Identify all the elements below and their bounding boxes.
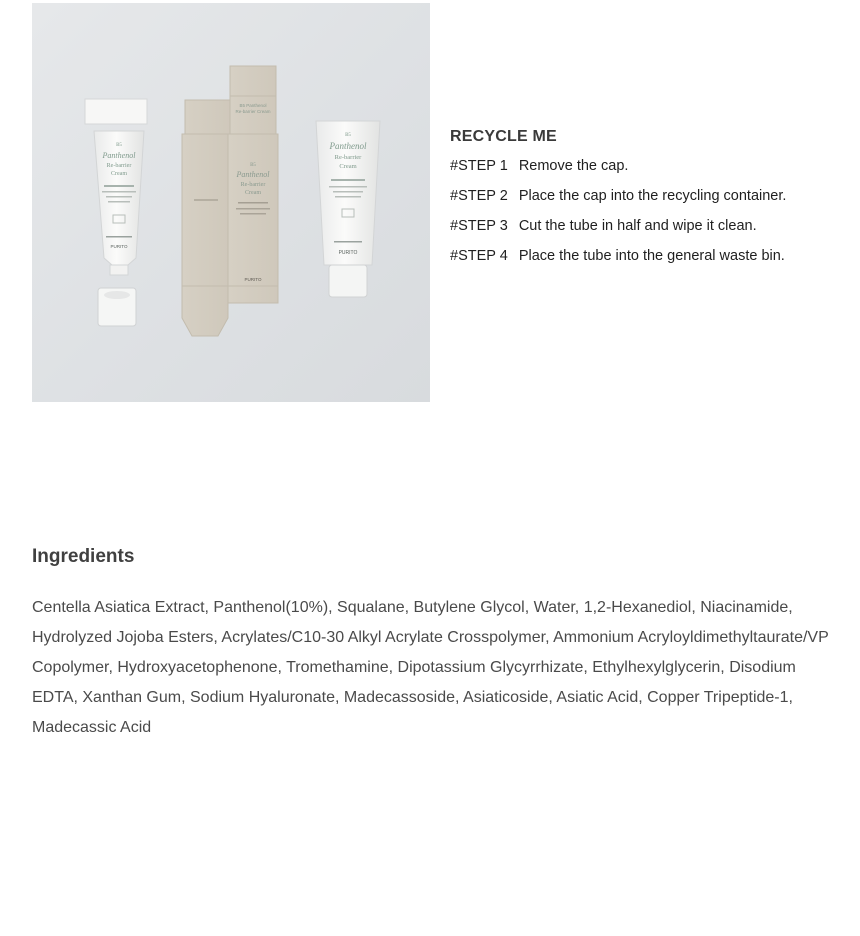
recycle-step (450, 187, 850, 217)
step-number: #STEP 4 (450, 248, 508, 264)
ingredients-title: Ingredients (32, 546, 135, 567)
recycle-step (450, 247, 850, 277)
unfolded-carton (182, 66, 278, 336)
svg-text:PURITO: PURITO (338, 250, 358, 256)
step-text: Remove the cap. (518, 158, 629, 174)
svg-text:B5: B5 (250, 163, 256, 168)
ingredients-list: Centella Asiatica Extract, Panthenol(10%), Squalane, Butylene Glycol, Water, 1,2-Hexanediol, Niacinamide, Hydrolyzed Jojoba Esters, Acrylates/C10-30 Alkyl Acrylate Crosspolymer, Ammonium Acryloyldimethyltaurate/VP Copolymer, Hydroxyacetophenone, Tromethamine, Dipotassium Glycyrrhizate, Ethylhexylglycerin, Disodium EDTA, Xanthan Gum, Sodium Hyaluronate, Madecassoside, Asiaticoside, Asiatic Acid, Copper Tripeptide-1, Madecassic Acid (32, 599, 829, 736)
recycle-section (450, 128, 850, 277)
svg-text:Cream: Cream (245, 190, 261, 196)
step-text: Place the cap into the recycling container. (518, 188, 787, 204)
right-tube (316, 121, 380, 297)
svg-text:Cream: Cream (111, 171, 127, 177)
svg-text:B5: B5 (345, 133, 351, 138)
product-photo (32, 3, 430, 402)
svg-text:Cream: Cream (339, 163, 357, 170)
left-cap (98, 288, 136, 326)
svg-text:Panthenol: Panthenol (102, 151, 136, 160)
step-number: #STEP 2 (450, 188, 508, 204)
step-text: Cut the tube in half and wipe it clean. (518, 218, 757, 234)
recycle-title: RECYCLE ME (450, 128, 557, 145)
step-text: Place the tube into the general waste bin. (518, 248, 785, 264)
tube-crimp-cap (85, 99, 147, 124)
left-tube (94, 131, 144, 275)
svg-text:Re-barrier: Re-barrier (106, 163, 132, 169)
svg-text:Re-barrier: Re-barrier (334, 154, 362, 161)
step-number: #STEP 1 (450, 158, 508, 174)
svg-text:PURITO: PURITO (110, 244, 128, 249)
svg-text:Re-barrier Cream: Re-barrier Cream (235, 109, 271, 114)
product-illustration (32, 3, 430, 402)
svg-text:B5: B5 (116, 143, 122, 148)
svg-text:Panthenol: Panthenol (329, 141, 367, 151)
svg-text:Panthenol: Panthenol (236, 170, 270, 179)
svg-text:Re-barrier: Re-barrier (240, 182, 266, 188)
recycle-step (450, 157, 850, 187)
recycle-step (450, 217, 850, 247)
svg-text:B5 Panthenol: B5 Panthenol (239, 103, 267, 108)
step-number: #STEP 3 (450, 218, 508, 234)
svg-text:PURITO: PURITO (244, 277, 262, 282)
